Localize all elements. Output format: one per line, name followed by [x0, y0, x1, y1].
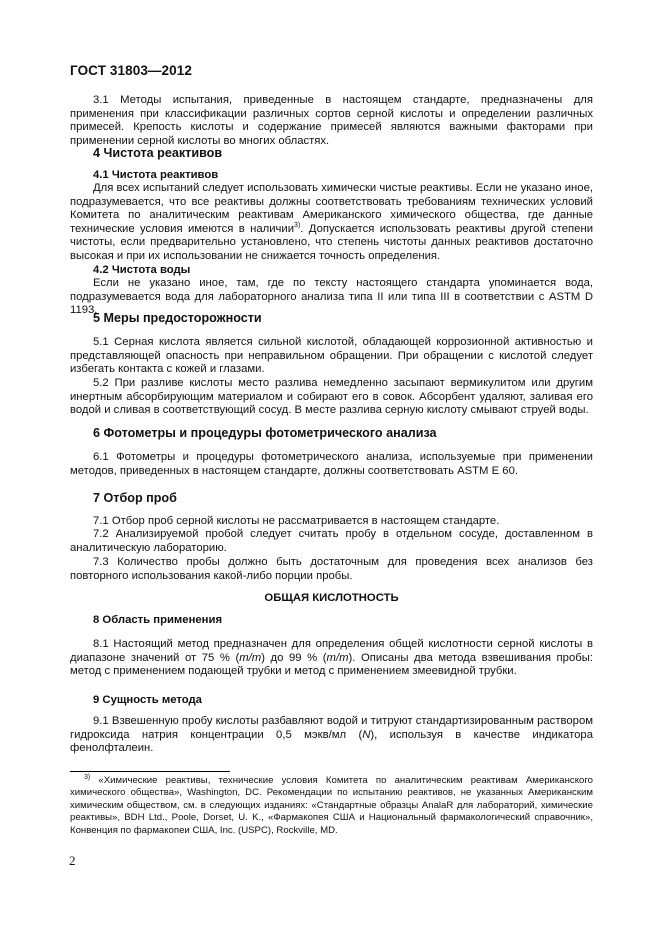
- footnote-ref: 3): [294, 222, 301, 230]
- heading-7: 7 Отбор проб: [93, 491, 177, 505]
- heading-6: 6 Фотометры и процедуры фотометрического анализа: [93, 426, 437, 440]
- para-3-1: 3.1 Методы испытания, приведенные в настоящем стандарте, предназначены для применения при классификации различных сортов серной кислоты и определении различных примесей. Крепость кислоты и содержание примесей являются важными факторами при применении серной кислоты во многих областях.: [70, 94, 593, 147]
- para-8-1-text-a: 8.1 Настоящий метод предназначен для определения общей кислотности серной кислоты в диапазоне значений от 75 % (: [70, 638, 593, 664]
- para-9-1-text-a: 9.1 Взвешенную пробу кислоты разбавляют водой и титруют стандартизированным раствором гидроксида натрия концентрации 0,5 мэкв/мл (: [70, 715, 593, 741]
- para-8-1-text-c: ). Описаны два метода взвешивания пробы: метод с применением подающей трубки и метод с применением змеевидной трубки.: [70, 651, 593, 678]
- para-5-1: 5.1 Серная кислота является сильной кислотой, обладающей коррозионной активностью и представляющей опасность при неправильном обращении. При обращении с кислотой следует избегать контакта с кожей и глазами.: [70, 336, 593, 376]
- heading-5: 5 Меры предосторожности: [93, 311, 262, 325]
- unit-n: N: [362, 728, 371, 741]
- para-4-1-text-b: . Допускается использовать реактивы другой степени чистоты, если предварительно установлено, что степень чистоты данных реактивов достаточно высокая и при их использовании не снижается точность определения.: [70, 222, 594, 262]
- heading-4: 4 Чистота реактивов: [93, 146, 223, 160]
- footnote: [70, 775, 593, 837]
- para-7-3: 7.3 Количество пробы должно быть достаточным для проведения всех анализов без повторного использования какой-либо порции пробы.: [70, 556, 593, 582]
- para-4-1-text-a: Для всех испытаний следует использовать химически чистые реактивы. Если не указано иное, подразумевается, что все реактивы должны соответствовать требованиям технических условий Комитета по аналитическим реактивам Американского химического общества, где данные технические условия имеются в наличии: [70, 182, 593, 235]
- document-header: ГОСТ 31803—2012: [70, 63, 192, 78]
- para-4-1: [70, 182, 593, 264]
- heading-9: 9 Сущность метода: [93, 694, 202, 706]
- footnote-divider: [70, 771, 230, 772]
- footnote-text: «Химические реактивы, технические условия Комитета по аналитическим реактивам Американского химического общества», Washington, DC. Рекомендации по испытанию реактивов, не указанных Американским химическим обществом, см. в следующих изданиях: «Стандартные образцы AnalaR для лабораторий, химические реактивы», BDH Ltd., Poole, Dorset, U. K., «Фармакопея США и Национальный фармакологический справочник», Конвенция по фармакопеи США, Inc. (USPC), Rockville, MD.: [70, 775, 593, 836]
- para-8-1-text-b: ) до 99 % (: [261, 651, 327, 664]
- footnote-mark: 3): [84, 773, 91, 781]
- heading-4-1: 4.1 Чистота реактивов: [93, 169, 219, 181]
- unit-m-m: m/m: [239, 651, 262, 664]
- para-8-1: [70, 638, 593, 679]
- para-5-2: 5.2 При разливе кислоты место разлива немедленно засыпают вермикулитом или другим инертным абсорбирующим материалом и собирают его в совок. Абсорбент удаляют, заливая его водой и сливая в соответствующий сосуд. В месте разлива серную кислоту смывают струей воды.: [70, 377, 593, 417]
- para-7-2: 7.2 Анализируемой пробой следует считать пробу в отдельном сосуде, доставленном в аналитическую лабораторию.: [70, 528, 593, 554]
- heading-8: 8 Область применения: [93, 614, 223, 626]
- heading-4-2: 4.2 Чистота воды: [93, 264, 191, 276]
- page-number: 2: [69, 853, 76, 868]
- para-9-1-text-b: ), используя в качестве индикатора фенолфталеин.: [70, 728, 593, 755]
- unit-m-m: m/m: [326, 651, 349, 664]
- para-4-2: Если не указано иное, там, где по тексту настоящего стандарта упоминается вода, подразумевается вода для лабораторного анализа типа II или типа III в соответствии с ASTM D 1193.: [70, 277, 593, 317]
- para-9-1: [70, 715, 593, 756]
- para-6-1: 6.1 Фотометры и процедуры фотометрического анализа, используемые при применении методов, приведенных в настоящем стандарте, должны соответствовать ASTM E 60.: [70, 451, 593, 477]
- para-7-1: 7.1 Отбор проб серной кислоты не рассматривается в настоящем стандарте.: [93, 515, 500, 527]
- section-title-total-acidity: ОБЩАЯ КИСЛОТНОСТЬ: [264, 592, 399, 604]
